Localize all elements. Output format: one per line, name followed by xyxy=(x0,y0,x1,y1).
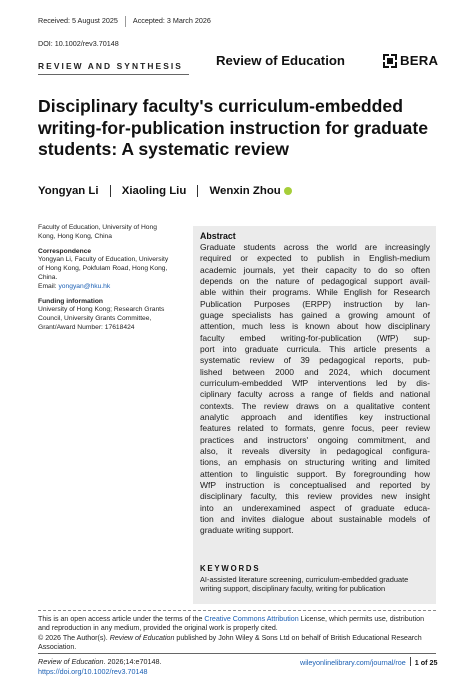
doi-label[interactable]: DOI: 10.1002/rev3.70148 xyxy=(38,39,119,48)
keywords-line: writing support, disciplinary faculty, writing for publication xyxy=(200,584,386,594)
section-rule xyxy=(38,74,189,75)
orcid-icon[interactable] xyxy=(284,187,292,195)
author-name[interactable]: Wenxin Zhou xyxy=(209,185,281,197)
abstract-line: guage specialists has gained a growing amount of xyxy=(200,309,430,320)
title-line: students: A systematic review xyxy=(38,139,289,159)
license-line xyxy=(38,615,438,624)
abstract-line: practices and instructors' ongoing commitment, and xyxy=(200,434,430,445)
abstract-line: curriculum-embedded WfP interventions led by dis- xyxy=(200,377,430,388)
abstract-line: attention to linguistic support. By foregrounding how xyxy=(200,468,430,479)
affiliation-line: Kong, Hong Kong, China xyxy=(38,232,112,240)
copyright-line xyxy=(38,634,438,643)
correspondence-line: China. xyxy=(38,273,58,281)
abstract-line: contexts. The review draws on a qualitative content xyxy=(200,400,430,411)
abstract-line: required or expected to publish in English-medium xyxy=(200,253,430,264)
footer-separator xyxy=(410,657,411,666)
keywords-heading: KEYWORDS xyxy=(200,564,261,573)
bera-mark-icon xyxy=(383,54,397,68)
section-label: REVIEW AND SYNTHESIS xyxy=(38,61,183,71)
license-line: and reproduction in any medium, provided the original work is properly cited. xyxy=(38,624,278,633)
funding-heading: Funding information xyxy=(38,297,104,305)
abstract-line: faculty embed writing-for-publication (WfP) sup- xyxy=(200,332,430,343)
title-line: writing-for-publication instruction for graduate xyxy=(38,117,428,138)
author-separator xyxy=(110,185,111,197)
abstract-line: WfP instruction is conceptualised and reported by xyxy=(200,479,430,490)
funding-line: University of Hong Kong; Research Grants xyxy=(38,306,165,314)
article-title xyxy=(38,96,438,161)
journal-title: Review of Education xyxy=(216,53,345,68)
abstract-line: Publication Purposes (ERPP) instruction by lan- xyxy=(200,298,430,309)
footer-citation xyxy=(38,657,161,676)
author-name[interactable]: Yongyan Li xyxy=(38,185,99,197)
title-line: Disciplinary faculty's curriculum-embedded xyxy=(38,96,403,116)
date-separator xyxy=(125,16,126,27)
received-date: Received: 5 August 2025 xyxy=(38,16,118,25)
bera-logo-text: BERA xyxy=(400,53,439,68)
abstract-line: systematic review of 39 pedagogical reports, pub- xyxy=(200,355,430,366)
page-number: 1 of 25 xyxy=(414,658,438,667)
abstract-line: also, it reveals diversity in pedagogical configura- xyxy=(200,445,430,456)
footer-right xyxy=(300,657,436,667)
journal-site-link[interactable]: wileyonlinelibrary.com/journal/roe xyxy=(300,658,406,667)
abstract-line: analytic approach and identifies key instructional xyxy=(200,411,430,422)
abstract-line: port into graduate curricula. This article presents a xyxy=(200,343,430,354)
abstract-line: attention, much less is known about how disciplinary xyxy=(200,321,430,332)
abstract-heading: Abstract xyxy=(200,231,236,241)
abstract-text xyxy=(200,242,430,537)
author-name[interactable]: Xiaoling Liu xyxy=(121,185,187,197)
abstract-line: academic journals, yet their capacity to do so often xyxy=(200,264,430,275)
article-dates xyxy=(38,16,211,27)
funding-line: Grant/Award Number: 17618424 xyxy=(38,323,135,331)
copyright-text: © 2026 The Author(s). xyxy=(38,633,110,642)
abstract-line: able within their programs. While English for Research xyxy=(200,287,430,298)
correspondence-heading: Correspondence xyxy=(38,247,92,255)
abstract-line: disciplinary faculty, this review provides new insight xyxy=(200,491,430,502)
correspondence-line: Yongyan Li, Faculty of Education, University xyxy=(38,256,169,264)
citation-volume: . 2026;14:e70148. xyxy=(103,657,162,666)
abstract-line: into an underexamined aspect of graduate educa- xyxy=(200,502,430,513)
keywords-text xyxy=(200,575,430,594)
affiliation-line: Faculty of Education, University of Hong xyxy=(38,224,157,231)
license-text: This is an open access article under the terms of the xyxy=(38,615,205,623)
accepted-date: Accepted: 3 March 2026 xyxy=(132,16,211,25)
license-notice xyxy=(38,615,438,652)
license-divider xyxy=(38,610,436,611)
author-separator xyxy=(197,185,198,197)
license-text: License, which permits use, distribution xyxy=(298,615,425,623)
doi-link[interactable]: https://doi.org/10.1002/rev3.70148 xyxy=(38,666,148,676)
footer-rule xyxy=(38,653,436,654)
abstract-line: Graduate students across the world are increasingly xyxy=(200,242,430,252)
email-link[interactable]: yongyan@hku.hk xyxy=(58,282,111,290)
article-info-column xyxy=(38,224,178,333)
copyright-line: Association. xyxy=(38,642,77,651)
keywords-line: AI-assisted literature screening, curriculum-embedded graduate xyxy=(200,575,409,584)
abstract-line: tion and invites dialogue about sustainable models of xyxy=(200,513,430,524)
correspondence-line: of Hong Kong, Pokfulam Road, Hong Kong, xyxy=(38,265,168,273)
abstract-line: depends on the nature of pedagogical support avail- xyxy=(200,275,430,286)
abstract-line: graduate writing support. xyxy=(200,525,294,536)
funding-line: Council, University Grants Committee, xyxy=(38,315,152,323)
citation-journal: Review of Education xyxy=(38,657,104,666)
correspondence-email-row xyxy=(38,283,178,292)
copyright-journal: Review of Education xyxy=(109,633,175,642)
abstract-line: ciplinary faculty across a range of fields and national xyxy=(200,389,430,400)
email-label: Email: xyxy=(38,282,57,290)
abstract-line: features related to formats, genre focus, peer review xyxy=(200,423,430,434)
abstract-line: tions, an emphasis on structuring writing and limited xyxy=(200,457,430,468)
abstract-line: lished between 2000 and 2024, which document xyxy=(200,366,430,377)
bera-logo xyxy=(383,53,438,68)
copyright-text: published by John Wiley & Sons Ltd on behalf of British Educational Research xyxy=(174,633,422,642)
cc-license-link[interactable]: Creative Commons Attribution xyxy=(204,615,299,623)
author-list xyxy=(38,185,292,197)
